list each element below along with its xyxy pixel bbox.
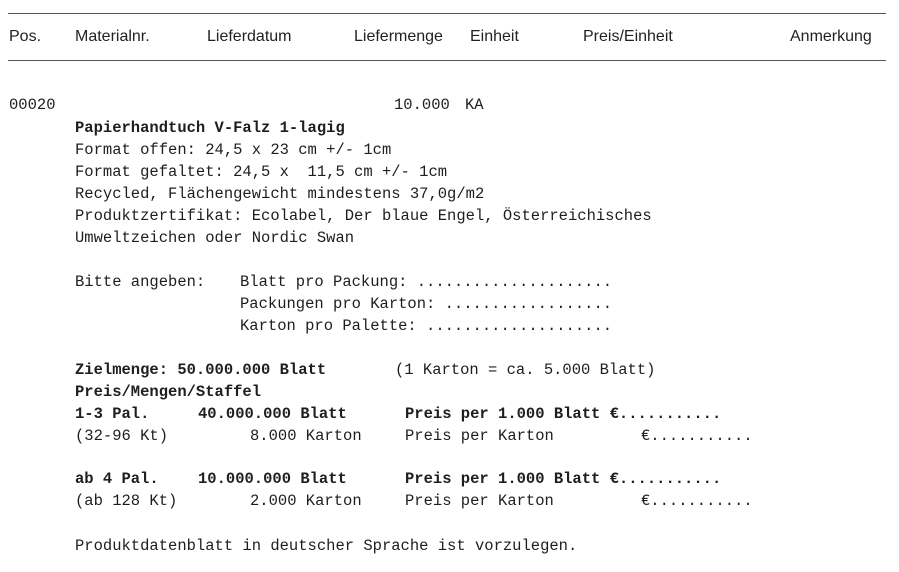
staffel-title: Preis/Mengen/Staffel — [75, 383, 262, 401]
header-bottom-rule — [8, 60, 886, 61]
col-header-preis-einheit: Preis/Einheit — [583, 28, 673, 45]
tier-blatt: 40.000.000 Blatt — [198, 405, 347, 423]
item-desc-line: Format offen: 24,5 x 23 cm +/- 1cm — [75, 141, 392, 159]
tier-karton: 2.000 Karton — [250, 492, 362, 510]
item-desc-line: Format gefaltet: 24,5 x 11,5 cm +/- 1cm — [75, 163, 448, 181]
item-desc-line: Produktzertifikat: Ecolabel, Der blaue Engel, Österreichisches — [75, 207, 652, 225]
item-position: 00020 — [9, 96, 56, 114]
col-header-einheit: Einheit — [470, 28, 519, 45]
tier-preis-blatt: Preis per 1.000 Blatt €........... — [405, 405, 722, 423]
footer-note: Produktdatenblatt in deutscher Sprache ist vorzulegen. — [75, 537, 578, 555]
item-desc-line: Umweltzeichen oder Nordic Swan — [75, 229, 355, 247]
tier-blatt: 10.000.000 Blatt — [198, 470, 347, 488]
item-desc-line: Recycled, Flächengewicht mindestens 37,0g/m2 — [75, 185, 485, 203]
header-top-rule — [8, 13, 886, 14]
col-header-liefermenge: Liefermenge — [354, 28, 443, 45]
specify-label: Bitte angeben: — [75, 273, 206, 291]
target-quantity: Zielmenge: 50.000.000 Blatt — [75, 361, 327, 379]
tier-eur-karton: €........... — [641, 427, 753, 445]
tier-preis-karton: Preis per Karton — [405, 492, 554, 510]
col-header-pos: Pos. — [9, 28, 42, 45]
tier-pal: 1-3 Pal. — [75, 405, 150, 423]
item-title: Papierhandtuch V-Falz 1-lagig — [75, 119, 345, 137]
tier-preis-blatt: Preis per 1.000 Blatt €........... — [405, 470, 722, 488]
specify-field-karton-pro-palette: Karton pro Palette: .................... — [240, 317, 613, 335]
tier-kt: (ab 128 Kt) — [75, 492, 178, 510]
target-note: (1 Karton = ca. 5.000 Blatt) — [395, 361, 656, 379]
specify-field-blatt-pro-packung: Blatt pro Packung: ..................... — [240, 273, 613, 291]
tier-preis-karton: Preis per Karton — [405, 427, 554, 445]
col-header-anmerkung: Anmerkung — [790, 28, 872, 45]
tier-karton: 8.000 Karton — [250, 427, 362, 445]
tier-eur-karton: €........... — [641, 492, 753, 510]
col-header-lieferdatum: Lieferdatum — [207, 28, 292, 45]
item-unit: KA — [465, 96, 484, 114]
tier-pal: ab 4 Pal. — [75, 470, 159, 488]
specify-field-packungen-pro-karton: Packungen pro Karton: .................. — [240, 295, 613, 313]
item-quantity: 10.000 — [394, 96, 450, 114]
col-header-material-nr: Materialnr. — [75, 28, 150, 45]
tier-kt: (32-96 Kt) — [75, 427, 169, 445]
